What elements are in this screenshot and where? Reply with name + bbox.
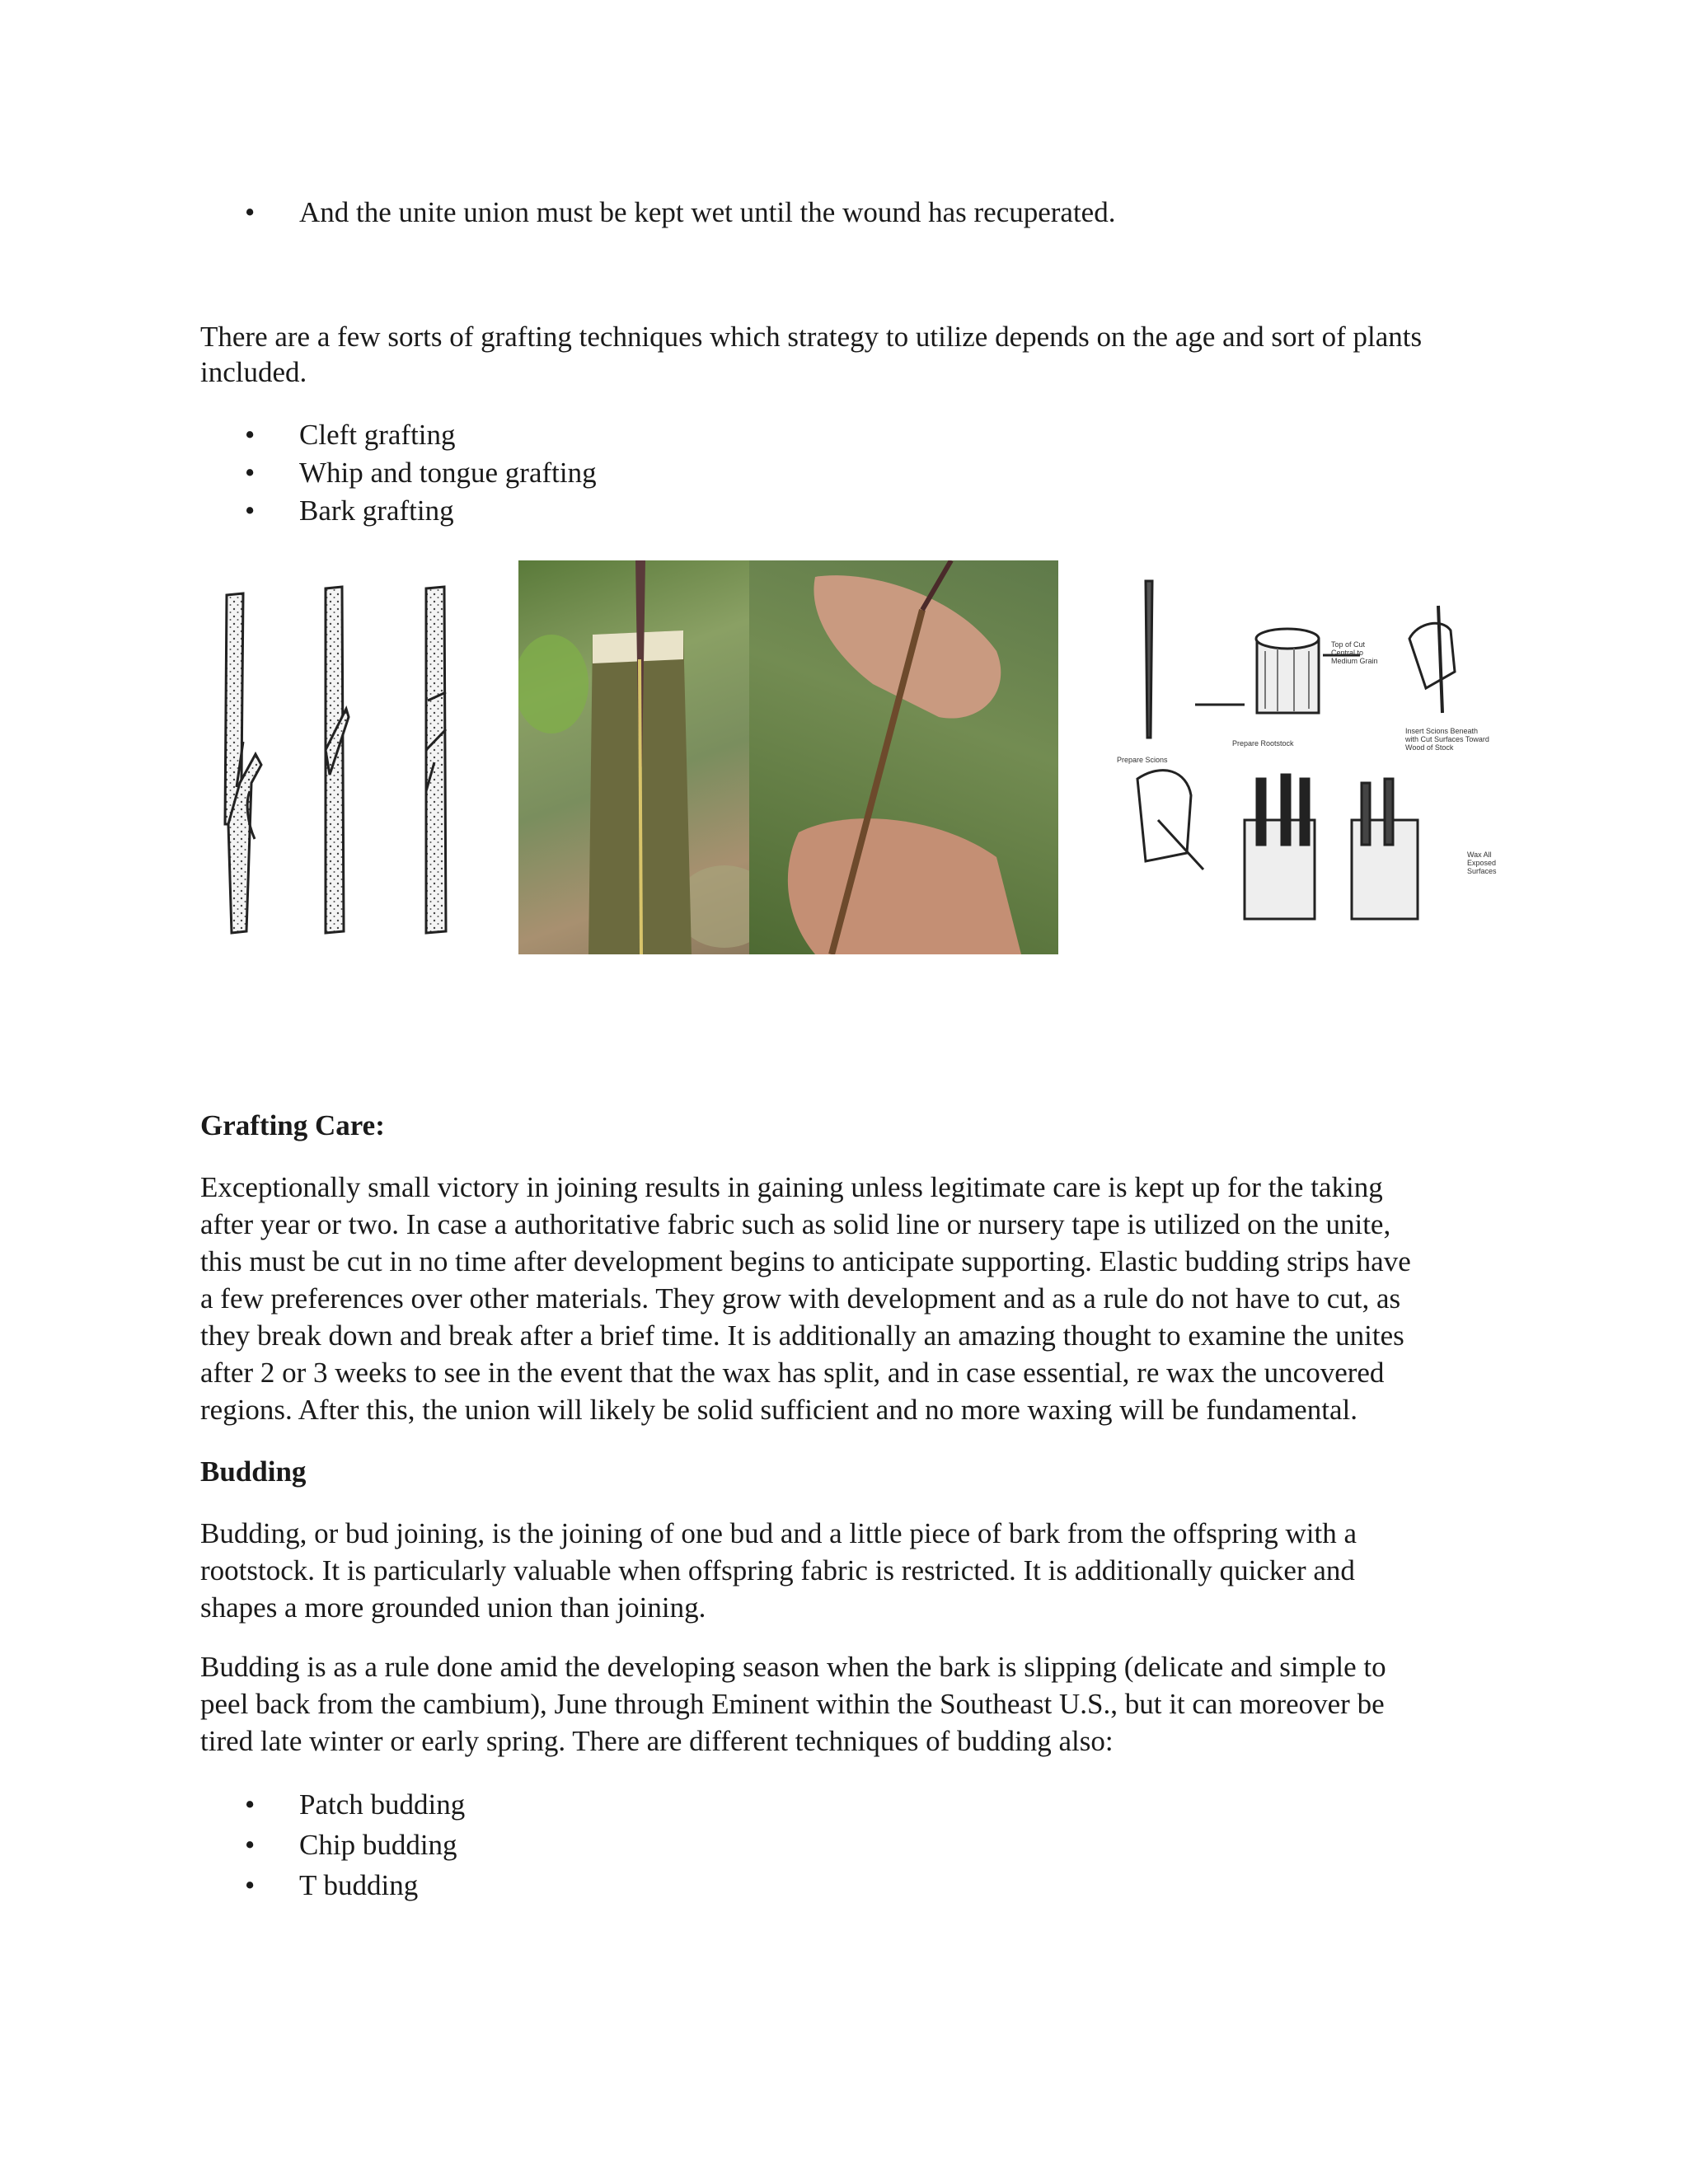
intro-bullet-list [200,196,1115,229]
diagram-label: Medium Grain [1331,657,1378,665]
budding-methods-list [200,1784,465,1905]
grafting-care-paragraph: Exceptionally small victory in joining results in gaining unless legitimate care is kept up for the taking after year or two. In case a authoritative fabric such as solid line or nursery tape is utilized on the unite, this must be cut in no time after development begins to anticipate supporting. Elastic budding strips have a few preferences over other materials. They grow with development and as a rule do not have to cut, as they break down and break after a brief time. It is additionally an amazing thought to examine the unites after 2 or 3 weeks to see in the event that the wax has split, and in case essential, re wax the uncovered regions. After this, the union will likely be solid sufficient and no more waxing will be fundamental. [200,1171,1411,1426]
list-item: • And the unite union must be kept wet until the wound has recuperated. [245,196,1116,228]
list-item: • Patch budding [245,1788,466,1821]
list-item: • Whip and tongue grafting [245,457,597,489]
whip-graft-hands-photo [749,560,1058,954]
list-item: • Chip budding [245,1829,457,1861]
budding-heading: Budding [200,1455,307,1488]
list-item: • Cleft grafting [245,419,456,451]
whip-tongue-illustration [210,577,482,944]
diagram-label: Wax All [1467,851,1492,859]
list-item: • Bark grafting [245,494,454,527]
budding-paragraph-1: Budding, or bud joining, is the joining of one bud and a little piece of bark from the offspring with a rootstock. It is particularly valuable when offspring fabric is restricted. It is additionally quicker and shapes a more grounded union than joining. [200,1517,1357,1624]
list-item: • T budding [245,1869,419,1901]
bark-grafting-diagram [1113,573,1525,935]
diagram-label: Exposed [1467,859,1497,867]
budding-paragraph-2: Budding is as a rule done amid the developing season when the bark is slipping (delicate and simple to peel back from the cambium), June through Eminent within the Southeast U.S., but it can moreover be tired late winter or early spring. There are different techniques of budding also: [200,1651,1386,1757]
diagram-label: Prepare Scions [1117,756,1168,764]
cleft-graft-photo [518,560,749,954]
diagram-label: Central to [1331,649,1364,657]
diagram-label: Surfaces [1467,867,1497,875]
diagram-label: Insert Scions Beneath [1405,727,1479,735]
diagram-label: with Cut Surfaces Toward [1405,735,1489,743]
diagram-label: Prepare Rootstock [1232,739,1294,748]
grafting-care-heading: Grafting Care: [200,1109,385,1141]
grafting-methods-list [200,416,597,530]
diagram-label: Wood of Stock [1405,743,1454,752]
grafting-intro-paragraph: There are a few sorts of grafting techniques which strategy to utilize depends on the age and sort of plants included. [200,321,1423,388]
diagram-label: Top of Cut [1331,640,1366,649]
